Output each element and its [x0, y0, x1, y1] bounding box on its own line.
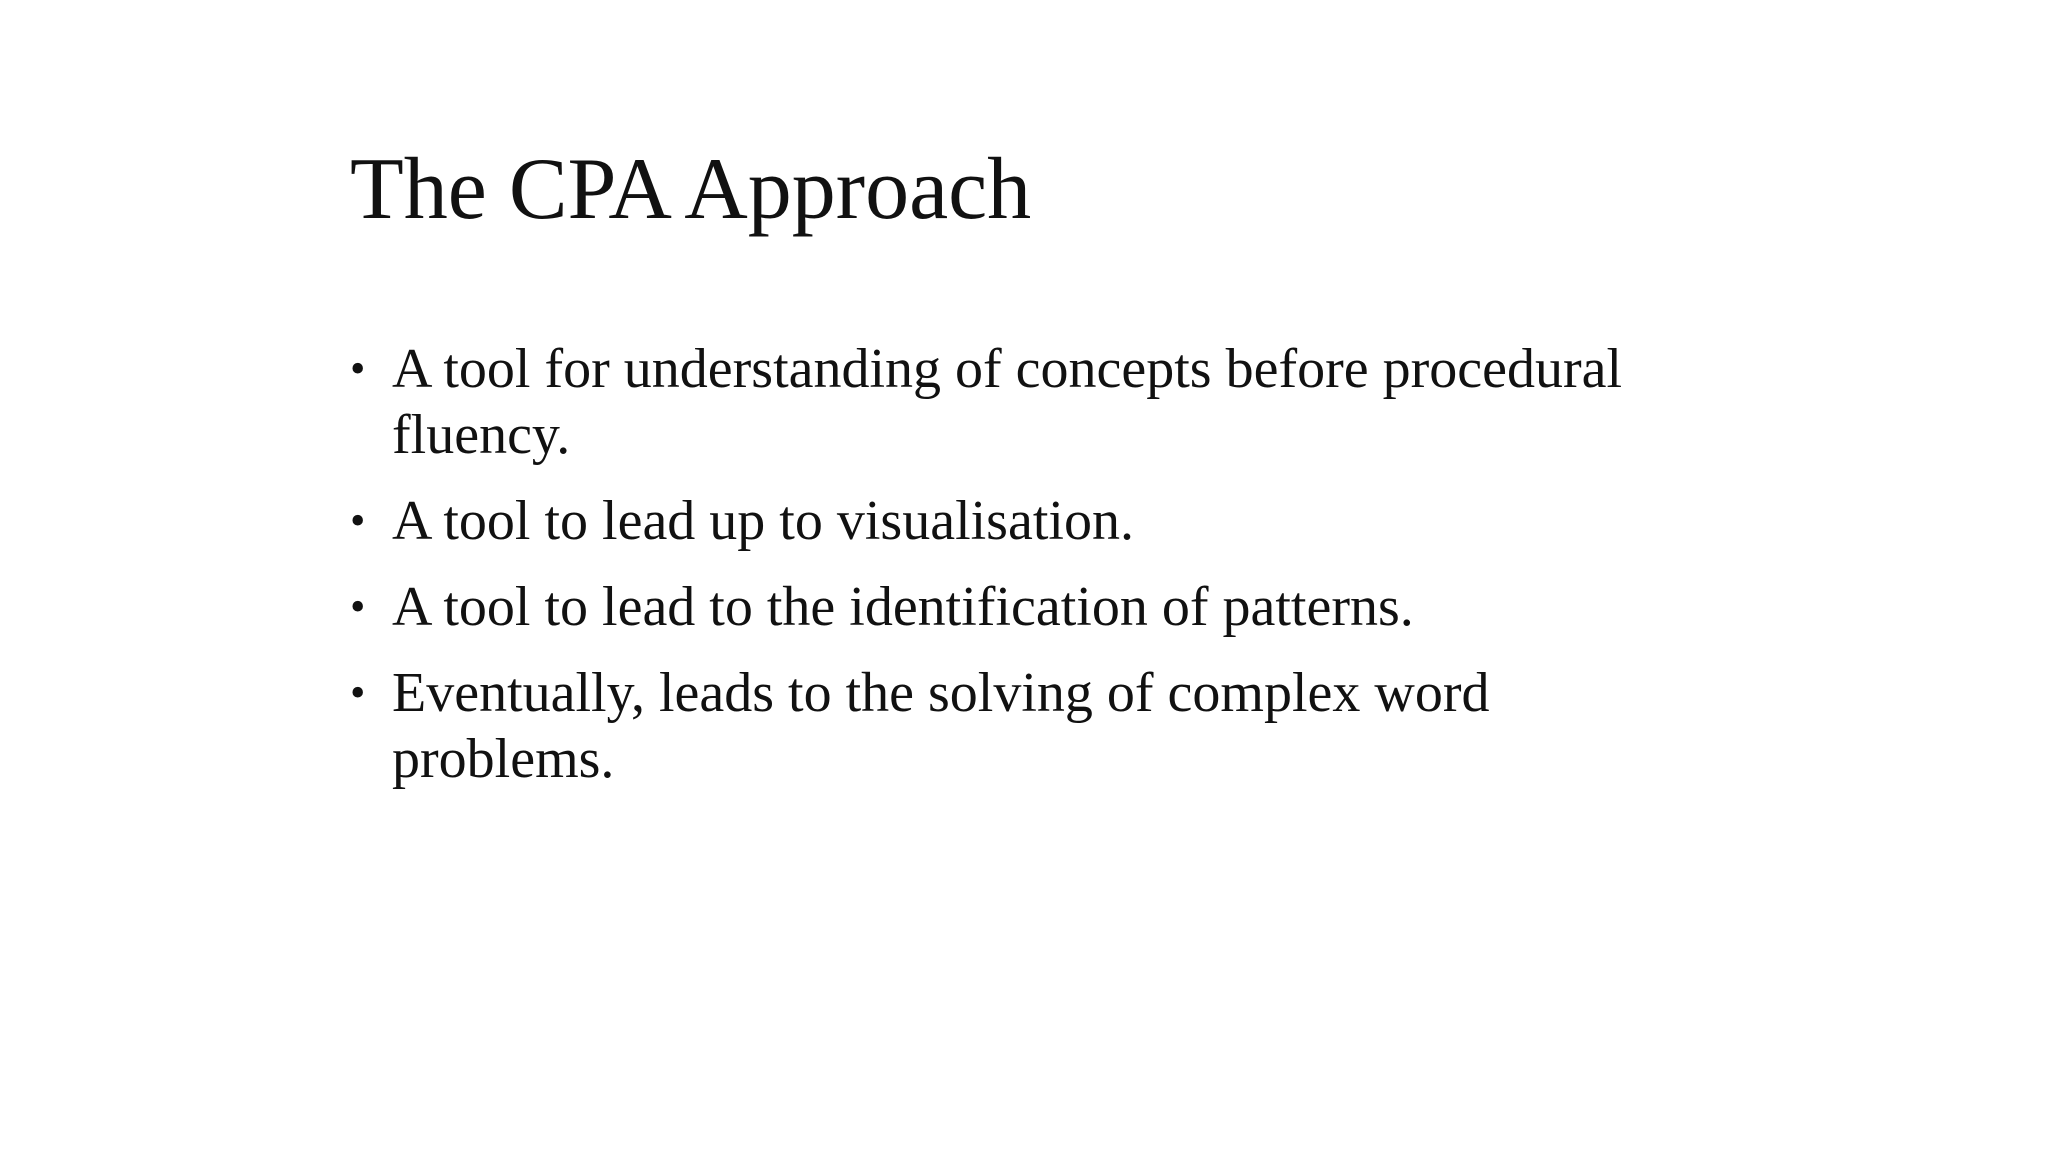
bullet-marker: • [350, 496, 366, 545]
bullet-marker: • [350, 668, 366, 717]
bullet-item [350, 574, 1710, 640]
slide-title: The CPA Approach [350, 141, 1032, 238]
bullet-text: A tool to lead to the identification of patterns. [392, 576, 1414, 638]
bullet-item [350, 660, 1710, 792]
bullet-marker: • [350, 344, 366, 393]
bullet-item [350, 488, 1710, 554]
bullet-item [350, 336, 1710, 468]
bullet-text: Eventually, leads to the solving of complex word problems. [392, 662, 1490, 790]
bullet-text: A tool to lead up to visualisation. [392, 490, 1134, 552]
bullet-marker: • [350, 582, 366, 631]
bullet-text: A tool for understanding of concepts before procedural fluency. [392, 338, 1623, 466]
bullet-list [350, 336, 1710, 812]
